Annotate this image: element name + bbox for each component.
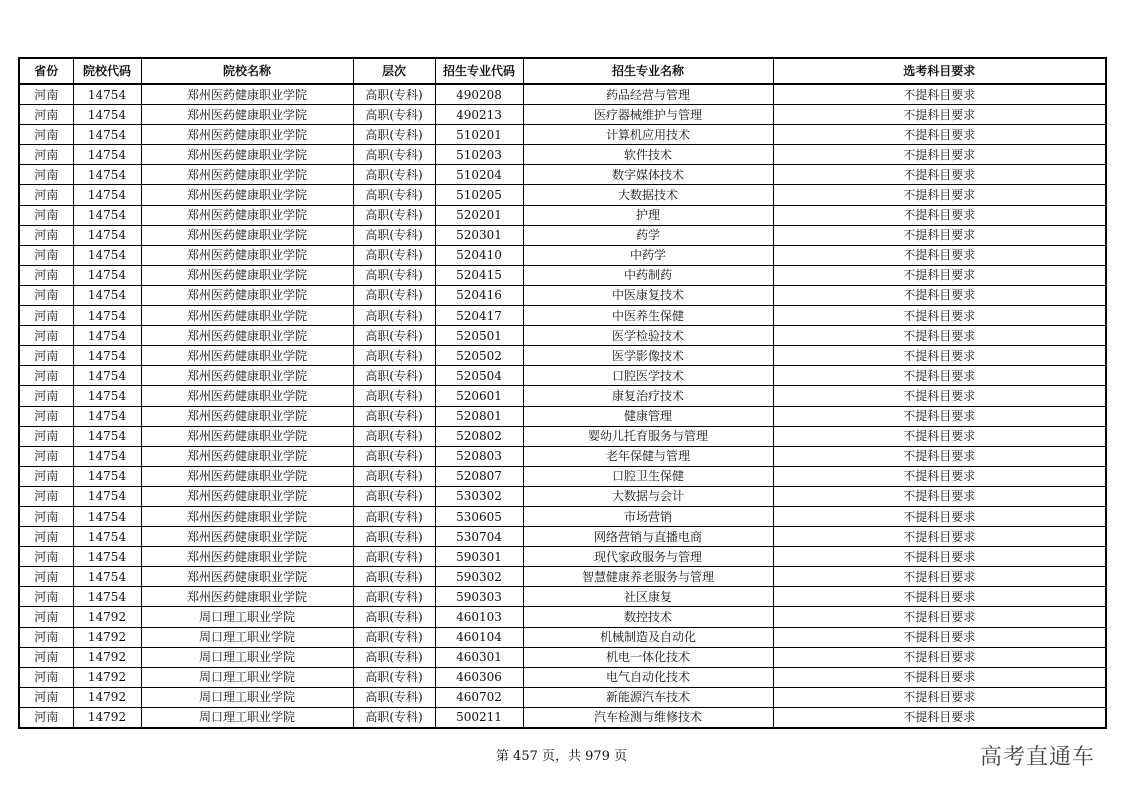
table-cell: 网络营销与直播电商: [523, 527, 773, 547]
table-cell: 高职(专科): [353, 386, 435, 406]
table-cell: 河南: [19, 667, 73, 687]
table-cell: 460301: [435, 647, 523, 667]
table-cell: 14754: [73, 285, 141, 305]
table-cell: 河南: [19, 527, 73, 547]
table-row: [19, 265, 1106, 285]
table-cell: 郑州医药健康职业学院: [141, 406, 353, 426]
table-cell: 14754: [73, 527, 141, 547]
table-cell: 河南: [19, 125, 73, 145]
table-cell: 不提科目要求: [773, 486, 1106, 506]
table-cell: 不提科目要求: [773, 125, 1106, 145]
column-header: 层次: [353, 58, 435, 84]
table-cell: 医学影像技术: [523, 346, 773, 366]
table-row: [19, 687, 1106, 707]
table-cell: 不提科目要求: [773, 306, 1106, 326]
table-cell: 高职(专科): [353, 547, 435, 567]
enrollment-table: [18, 57, 1107, 729]
table-cell: 高职(专科): [353, 366, 435, 386]
table-cell: 郑州医药健康职业学院: [141, 547, 353, 567]
table-cell: 590302: [435, 567, 523, 587]
table-cell: 郑州医药健康职业学院: [141, 326, 353, 346]
table-cell: 口腔卫生保健: [523, 466, 773, 486]
table-cell: 不提科目要求: [773, 84, 1106, 105]
table-cell: 河南: [19, 225, 73, 245]
table-cell: 不提科目要求: [773, 245, 1106, 265]
table-row: [19, 486, 1106, 506]
table-cell: 河南: [19, 84, 73, 105]
table-cell: 婴幼儿托育服务与管理: [523, 426, 773, 446]
table-row: [19, 506, 1106, 526]
table-cell: 高职(专科): [353, 587, 435, 607]
table-cell: 490208: [435, 84, 523, 105]
table-row: [19, 386, 1106, 406]
table-cell: 药学: [523, 225, 773, 245]
table-cell: 郑州医药健康职业学院: [141, 446, 353, 466]
table-cell: 520410: [435, 245, 523, 265]
table-row: [19, 225, 1106, 245]
table-cell: 河南: [19, 145, 73, 165]
table-cell: 周口理工职业学院: [141, 607, 353, 627]
watermark-logo-text: 高考直通车: [979, 745, 1095, 770]
table-cell: 健康管理: [523, 406, 773, 426]
table-cell: 郑州医药健康职业学院: [141, 366, 353, 386]
table-cell: 520807: [435, 466, 523, 486]
table-cell: 周口理工职业学院: [141, 667, 353, 687]
table-cell: 14754: [73, 145, 141, 165]
table-cell: 不提科目要求: [773, 667, 1106, 687]
table-row: [19, 406, 1106, 426]
table-cell: 不提科目要求: [773, 426, 1106, 446]
table-cell: 590303: [435, 587, 523, 607]
table-cell: 高职(专科): [353, 506, 435, 526]
table-cell: 14754: [73, 587, 141, 607]
table-cell: 520803: [435, 446, 523, 466]
table-row: [19, 105, 1106, 125]
table-row: [19, 326, 1106, 346]
table-cell: 14754: [73, 567, 141, 587]
table-cell: 高职(专科): [353, 667, 435, 687]
table-row: [19, 306, 1106, 326]
table-row: [19, 145, 1106, 165]
table-cell: 高职(专科): [353, 105, 435, 125]
table-cell: 460103: [435, 607, 523, 627]
table-cell: 520201: [435, 205, 523, 225]
table-cell: 14792: [73, 607, 141, 627]
table-cell: 郑州医药健康职业学院: [141, 486, 353, 506]
table-cell: 河南: [19, 627, 73, 647]
table-cell: 14754: [73, 426, 141, 446]
table-cell: 14792: [73, 667, 141, 687]
table-row: [19, 346, 1106, 366]
table-row: [19, 647, 1106, 667]
table-cell: 河南: [19, 285, 73, 305]
table-row: [19, 587, 1106, 607]
table-cell: 不提科目要求: [773, 366, 1106, 386]
table-row: [19, 84, 1106, 105]
table-cell: 郑州医药健康职业学院: [141, 346, 353, 366]
table-cell: 中医养生保健: [523, 306, 773, 326]
table-cell: 数控技术: [523, 607, 773, 627]
table-cell: 药品经营与管理: [523, 84, 773, 105]
table-cell: 市场营销: [523, 506, 773, 526]
table-cell: 周口理工职业学院: [141, 707, 353, 728]
table-cell: 高职(专科): [353, 607, 435, 627]
table-cell: 14754: [73, 245, 141, 265]
table-cell: 河南: [19, 245, 73, 265]
table-cell: 郑州医药健康职业学院: [141, 185, 353, 205]
table-cell: 520415: [435, 265, 523, 285]
table-cell: 14754: [73, 306, 141, 326]
table-row: [19, 627, 1106, 647]
table-cell: 医学检验技术: [523, 326, 773, 346]
table-cell: 高职(专科): [353, 125, 435, 145]
table-cell: 郑州医药健康职业学院: [141, 285, 353, 305]
table-cell: 460306: [435, 667, 523, 687]
table-cell: 不提科目要求: [773, 346, 1106, 366]
table-cell: 河南: [19, 647, 73, 667]
table-cell: 现代家政服务与管理: [523, 547, 773, 567]
table-cell: 510204: [435, 165, 523, 185]
table-cell: 不提科目要求: [773, 165, 1106, 185]
table-cell: 不提科目要求: [773, 225, 1106, 245]
table-cell: 高职(专科): [353, 265, 435, 285]
table-cell: 不提科目要求: [773, 547, 1106, 567]
table-cell: 口腔医学技术: [523, 366, 773, 386]
table-cell: 周口理工职业学院: [141, 647, 353, 667]
table-cell: 不提科目要求: [773, 285, 1106, 305]
table-cell: 高职(专科): [353, 466, 435, 486]
table-cell: 510201: [435, 125, 523, 145]
table-cell: 社区康复: [523, 587, 773, 607]
table-cell: 河南: [19, 306, 73, 326]
table-cell: 520601: [435, 386, 523, 406]
table-cell: 520301: [435, 225, 523, 245]
table-cell: 590301: [435, 547, 523, 567]
table-row: [19, 607, 1106, 627]
table-cell: 460104: [435, 627, 523, 647]
table-cell: 14754: [73, 205, 141, 225]
table-cell: 河南: [19, 105, 73, 125]
table-cell: 河南: [19, 426, 73, 446]
table-cell: 不提科目要求: [773, 567, 1106, 587]
table-cell: 高职(专科): [353, 446, 435, 466]
table-cell: 郑州医药健康职业学院: [141, 587, 353, 607]
table-cell: 智慧健康养老服务与管理: [523, 567, 773, 587]
table-cell: 汽车检测与维修技术: [523, 707, 773, 728]
table-cell: 河南: [19, 185, 73, 205]
table-cell: 不提科目要求: [773, 466, 1106, 486]
table-cell: 郑州医药健康职业学院: [141, 145, 353, 165]
table-cell: 高职(专科): [353, 687, 435, 707]
table-cell: 520502: [435, 346, 523, 366]
table-cell: 14754: [73, 386, 141, 406]
table-row: [19, 245, 1106, 265]
table-row: [19, 547, 1106, 567]
table-cell: 郑州医药健康职业学院: [141, 466, 353, 486]
table-cell: 河南: [19, 386, 73, 406]
table-cell: 530302: [435, 486, 523, 506]
column-header: 院校代码: [73, 58, 141, 84]
table-cell: 14754: [73, 446, 141, 466]
table-cell: 高职(专科): [353, 647, 435, 667]
table-cell: 530704: [435, 527, 523, 547]
table-cell: 河南: [19, 587, 73, 607]
table-row: [19, 426, 1106, 446]
table-cell: 老年保健与管理: [523, 446, 773, 466]
table-cell: 530605: [435, 506, 523, 526]
table-cell: 大数据与会计: [523, 486, 773, 506]
table-cell: 河南: [19, 326, 73, 346]
table-cell: 不提科目要求: [773, 386, 1106, 406]
table-cell: 数字媒体技术: [523, 165, 773, 185]
table-cell: 河南: [19, 707, 73, 728]
table-cell: 不提科目要求: [773, 607, 1106, 627]
table-cell: 河南: [19, 366, 73, 386]
table-cell: 医疗器械维护与管理: [523, 105, 773, 125]
enrollment-table-container: [18, 57, 1105, 729]
table-cell: 520801: [435, 406, 523, 426]
table-row: [19, 205, 1106, 225]
table-cell: 500211: [435, 707, 523, 728]
table-cell: 14792: [73, 627, 141, 647]
table-cell: 郑州医药健康职业学院: [141, 426, 353, 446]
table-cell: 高职(专科): [353, 627, 435, 647]
table-cell: 不提科目要求: [773, 627, 1106, 647]
table-cell: 郑州医药健康职业学院: [141, 567, 353, 587]
table-cell: 不提科目要求: [773, 406, 1106, 426]
table-cell: 河南: [19, 687, 73, 707]
table-cell: 康复治疗技术: [523, 386, 773, 406]
table-row: [19, 285, 1106, 305]
table-cell: 郑州医药健康职业学院: [141, 125, 353, 145]
table-cell: 郑州医药健康职业学院: [141, 105, 353, 125]
table-cell: 高职(专科): [353, 306, 435, 326]
table-cell: 高职(专科): [353, 567, 435, 587]
table-cell: 高职(专科): [353, 707, 435, 728]
table-cell: 不提科目要求: [773, 687, 1106, 707]
table-cell: 不提科目要求: [773, 506, 1106, 526]
table-cell: 高职(专科): [353, 346, 435, 366]
table-row: [19, 667, 1106, 687]
table-cell: 14754: [73, 466, 141, 486]
table-cell: 不提科目要求: [773, 145, 1106, 165]
table-cell: 高职(专科): [353, 84, 435, 105]
table-cell: 机电一体化技术: [523, 647, 773, 667]
table-cell: 高职(专科): [353, 245, 435, 265]
table-cell: 520504: [435, 366, 523, 386]
table-row: [19, 185, 1106, 205]
table-cell: 高职(专科): [353, 486, 435, 506]
table-cell: 14754: [73, 105, 141, 125]
table-cell: 郑州医药健康职业学院: [141, 527, 353, 547]
table-cell: 520501: [435, 326, 523, 346]
table-cell: 不提科目要求: [773, 265, 1106, 285]
table-cell: 14754: [73, 346, 141, 366]
table-cell: 河南: [19, 205, 73, 225]
table-cell: 高职(专科): [353, 205, 435, 225]
table-cell: 460702: [435, 687, 523, 707]
table-cell: 郑州医药健康职业学院: [141, 84, 353, 105]
table-cell: 14754: [73, 506, 141, 526]
table-cell: 河南: [19, 265, 73, 285]
table-cell: 电气自动化技术: [523, 667, 773, 687]
table-cell: 14754: [73, 225, 141, 245]
table-row: [19, 446, 1106, 466]
table-cell: 河南: [19, 406, 73, 426]
table-cell: 520417: [435, 306, 523, 326]
table-cell: 14754: [73, 486, 141, 506]
column-header: 省份: [19, 58, 73, 84]
table-cell: 不提科目要求: [773, 205, 1106, 225]
table-cell: 不提科目要求: [773, 105, 1106, 125]
table-cell: 14754: [73, 406, 141, 426]
table-row: [19, 527, 1106, 547]
table-cell: 不提科目要求: [773, 647, 1106, 667]
table-cell: 高职(专科): [353, 406, 435, 426]
table-cell: 高职(专科): [353, 225, 435, 245]
table-cell: 郑州医药健康职业学院: [141, 225, 353, 245]
table-cell: 大数据技术: [523, 185, 773, 205]
table-body: [19, 84, 1106, 728]
table-cell: 机械制造及自动化: [523, 627, 773, 647]
table-cell: 河南: [19, 486, 73, 506]
table-cell: 河南: [19, 567, 73, 587]
table-cell: 490213: [435, 105, 523, 125]
table-cell: 郑州医药健康职业学院: [141, 245, 353, 265]
page-number: 第 457 页，共 979 页: [495, 749, 628, 764]
table-cell: 周口理工职业学院: [141, 687, 353, 707]
table-row: [19, 567, 1106, 587]
table-cell: 高职(专科): [353, 285, 435, 305]
table-cell: 510203: [435, 145, 523, 165]
table-row: [19, 707, 1106, 728]
table-cell: 不提科目要求: [773, 587, 1106, 607]
table-cell: 14754: [73, 366, 141, 386]
table-cell: 14754: [73, 326, 141, 346]
table-cell: 高职(专科): [353, 145, 435, 165]
table-cell: 高职(专科): [353, 185, 435, 205]
table-cell: 不提科目要求: [773, 446, 1106, 466]
table-cell: 郑州医药健康职业学院: [141, 205, 353, 225]
table-cell: 510205: [435, 185, 523, 205]
table-cell: 河南: [19, 466, 73, 486]
table-cell: 中药制药: [523, 265, 773, 285]
table-cell: 14792: [73, 707, 141, 728]
table-cell: 不提科目要求: [773, 707, 1106, 728]
table-cell: 中医康复技术: [523, 285, 773, 305]
column-header: 招生专业代码: [435, 58, 523, 84]
table-cell: 14792: [73, 687, 141, 707]
table-cell: 14754: [73, 265, 141, 285]
table-cell: 520416: [435, 285, 523, 305]
table-cell: 14792: [73, 647, 141, 667]
table-cell: 郑州医药健康职业学院: [141, 506, 353, 526]
table-cell: 郑州医药健康职业学院: [141, 386, 353, 406]
table-header-row: [19, 58, 1106, 84]
table-cell: 河南: [19, 446, 73, 466]
table-cell: 河南: [19, 506, 73, 526]
table-cell: 高职(专科): [353, 165, 435, 185]
table-cell: 14754: [73, 185, 141, 205]
table-cell: 14754: [73, 84, 141, 105]
table-cell: 14754: [73, 125, 141, 145]
table-cell: 新能源汽车技术: [523, 687, 773, 707]
column-header: 选考科目要求: [773, 58, 1106, 84]
table-cell: 河南: [19, 547, 73, 567]
table-cell: 不提科目要求: [773, 527, 1106, 547]
table-cell: 河南: [19, 165, 73, 185]
column-header: 院校名称: [141, 58, 353, 84]
table-cell: 护理: [523, 205, 773, 225]
table-cell: 14754: [73, 165, 141, 185]
table-cell: 河南: [19, 607, 73, 627]
table-cell: 河南: [19, 346, 73, 366]
table-cell: 高职(专科): [353, 527, 435, 547]
table-cell: 高职(专科): [353, 426, 435, 446]
column-header: 招生专业名称: [523, 58, 773, 84]
table-cell: 郑州医药健康职业学院: [141, 165, 353, 185]
table-cell: 高职(专科): [353, 326, 435, 346]
table-cell: 郑州医药健康职业学院: [141, 306, 353, 326]
table-row: [19, 466, 1106, 486]
table-cell: 软件技术: [523, 145, 773, 165]
table-cell: 计算机应用技术: [523, 125, 773, 145]
table-cell: 郑州医药健康职业学院: [141, 265, 353, 285]
table-cell: 520802: [435, 426, 523, 446]
table-cell: 不提科目要求: [773, 326, 1106, 346]
table-row: [19, 125, 1106, 145]
table-cell: 周口理工职业学院: [141, 627, 353, 647]
table-row: [19, 165, 1106, 185]
table-row: [19, 366, 1106, 386]
table-cell: 不提科目要求: [773, 185, 1106, 205]
table-cell: 14754: [73, 547, 141, 567]
table-cell: 中药学: [523, 245, 773, 265]
